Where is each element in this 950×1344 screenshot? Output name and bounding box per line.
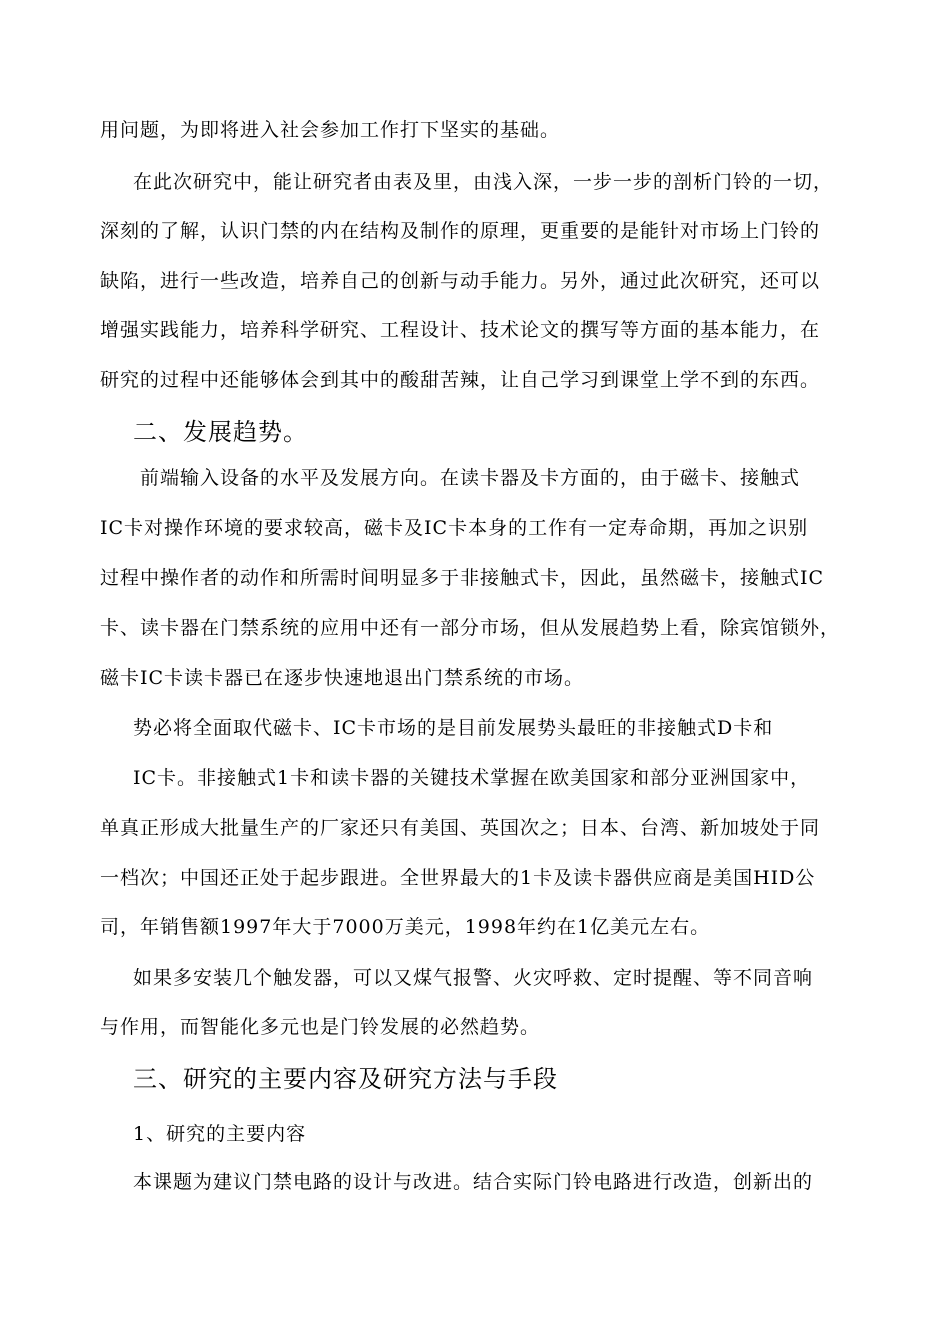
paragraph-line: 一档次；中国还正处于起步跟进。全世界最大的1卡及读卡器供应商是美国HID公 xyxy=(100,867,816,889)
paragraph-line: 势必将全面取代磁卡、IC卡市场的是目前发展势头最旺的非接触式D卡和 xyxy=(133,717,774,739)
paragraph-line: 司，年销售额1997年大于7000万美元，1998年约在1亿美元左右。 xyxy=(100,916,711,938)
paragraph-line: 研究的过程中还能够体会到其中的酸甜苦辣，让自己学习到课堂上学不到的东西。 xyxy=(100,369,821,391)
paragraph-line: 卡、读卡器在门禁系统的应用中还有一部分市场，但从发展趋势上看，除宾馆锁外， xyxy=(100,617,841,639)
paragraph-line: IC卡对操作环境的要求较高，磁卡及IC卡本身的工作有一定寿命期，再加之识别 xyxy=(100,517,809,539)
section-heading: 三、研究的主要内容及研究方法与手段 xyxy=(133,1065,558,1093)
paragraph-line: 单真正形成大批量生产的厂家还只有美国、英国次之；日本、台湾、新加坡处于同 xyxy=(100,817,821,839)
paragraph-line: 磁卡IC卡读卡器已在逐步快速地退出门禁系统的市场。 xyxy=(100,667,585,689)
paragraph-line: 过程中操作者的动作和所需时间明显多于非接触式卡，因此，虽然磁卡，接触式IC xyxy=(100,567,825,589)
paragraph-line: 增强实践能力，培养科学研究、工程设计、技术论文的撰写等方面的基本能力，在 xyxy=(100,319,821,341)
subsection-heading: 1、研究的主要内容 xyxy=(133,1123,307,1145)
paragraph-line: 本课题为建议门禁电路的设计与改进。结合实际门铃电路进行改造，创新出的 xyxy=(133,1171,814,1193)
paragraph-line: 缺陷，进行一些改造，培养自己的创新与动手能力。另外，通过此次研究，还可以 xyxy=(100,270,821,292)
paragraph-line: 前端输入设备的水平及发展方向。在读卡器及卡方面的，由于磁卡、接触式 xyxy=(140,467,801,489)
paragraph-line: 深刻的了解，认识门禁的内在结构及制作的原理，更重要的是能针对市场上门铃的 xyxy=(100,220,821,242)
paragraph-line: 与作用，而智能化多元也是门铃发展的必然趋势。 xyxy=(100,1016,541,1038)
section-heading: 二、发展趋势。 xyxy=(133,418,308,446)
paragraph-line: 如果多安装几个触发器，可以又煤气报警、火灾呼救、定时提醒、等不同音响 xyxy=(133,967,814,989)
paragraph-line: IC卡。非接触式1卡和读卡器的关键技术掌握在欧美国家和部分亚洲国家中， xyxy=(133,767,811,789)
paragraph-line: 在此次研究中，能让研究者由表及里，由浅入深，一步一步的剖析门铃的一切， xyxy=(133,171,834,193)
paragraph-line: 用问题，为即将进入社会参加工作打下坚实的基础。 xyxy=(100,119,561,141)
